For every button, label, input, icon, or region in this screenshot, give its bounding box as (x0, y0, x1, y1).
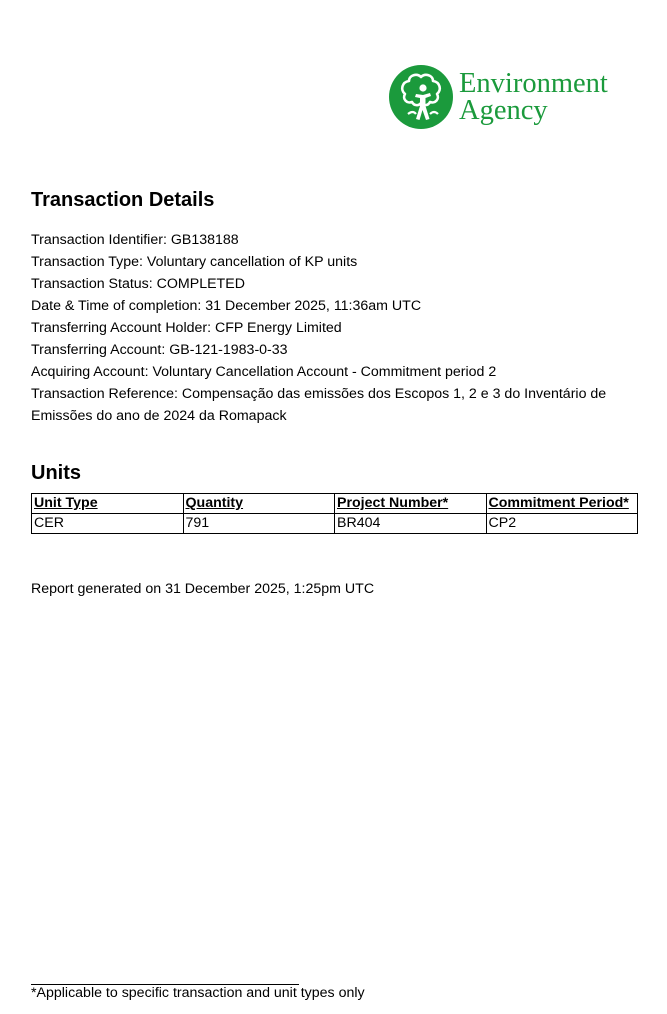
completion-datetime: Date & Time of completion: 31 December 2025, 11:36am UTC (31, 298, 422, 314)
cell-unit-type: CER (32, 514, 184, 534)
transferring-account-holder: Transferring Account Holder: CFP Energy Limited (31, 320, 342, 336)
column-header-unit-type: Unit Type (32, 494, 184, 514)
transaction-type: Transaction Type: Voluntary cancellation of KP units (31, 254, 358, 270)
column-header-commitment-period: Commitment Period* (486, 494, 638, 514)
report-generated-text: Report generated on 31 December 2025, 1:25pm UTC (31, 581, 375, 597)
logo-wordmark (459, 70, 608, 124)
footnote-text: *Applicable to specific transaction and unit types only (31, 985, 365, 1001)
units-heading: Units (31, 462, 81, 484)
column-header-project-number: Project Number* (335, 494, 487, 514)
transferring-account: Transferring Account: GB-121-1983-0-33 (31, 342, 288, 358)
transaction-details-heading: Transaction Details (31, 189, 215, 211)
cell-commitment-period: CP2 (486, 514, 638, 534)
units-table-header-row (32, 494, 638, 514)
transaction-identifier: Transaction Identifier: GB138188 (31, 232, 239, 248)
transaction-status: Transaction Status: COMPLETED (31, 276, 245, 292)
logo-line-1: Environment (459, 68, 608, 99)
oak-tree-figure-icon (388, 64, 454, 130)
logo-line-2: Agency (459, 95, 548, 126)
cell-quantity: 791 (183, 514, 335, 534)
environment-agency-logo (388, 64, 628, 134)
column-header-quantity: Quantity (183, 494, 335, 514)
table-row (32, 514, 638, 534)
acquiring-account: Acquiring Account: Voluntary Cancellation Account - Commitment period 2 (31, 364, 497, 380)
transaction-details-list (31, 229, 641, 427)
transaction-reference: Transaction Reference: Compensação das emissões dos Escopos 1, 2 e 3 do Inventário de Emissões do ano de 2024 da Romapack (31, 386, 607, 424)
units-table (31, 493, 638, 534)
cell-project-number: BR404 (335, 514, 487, 534)
